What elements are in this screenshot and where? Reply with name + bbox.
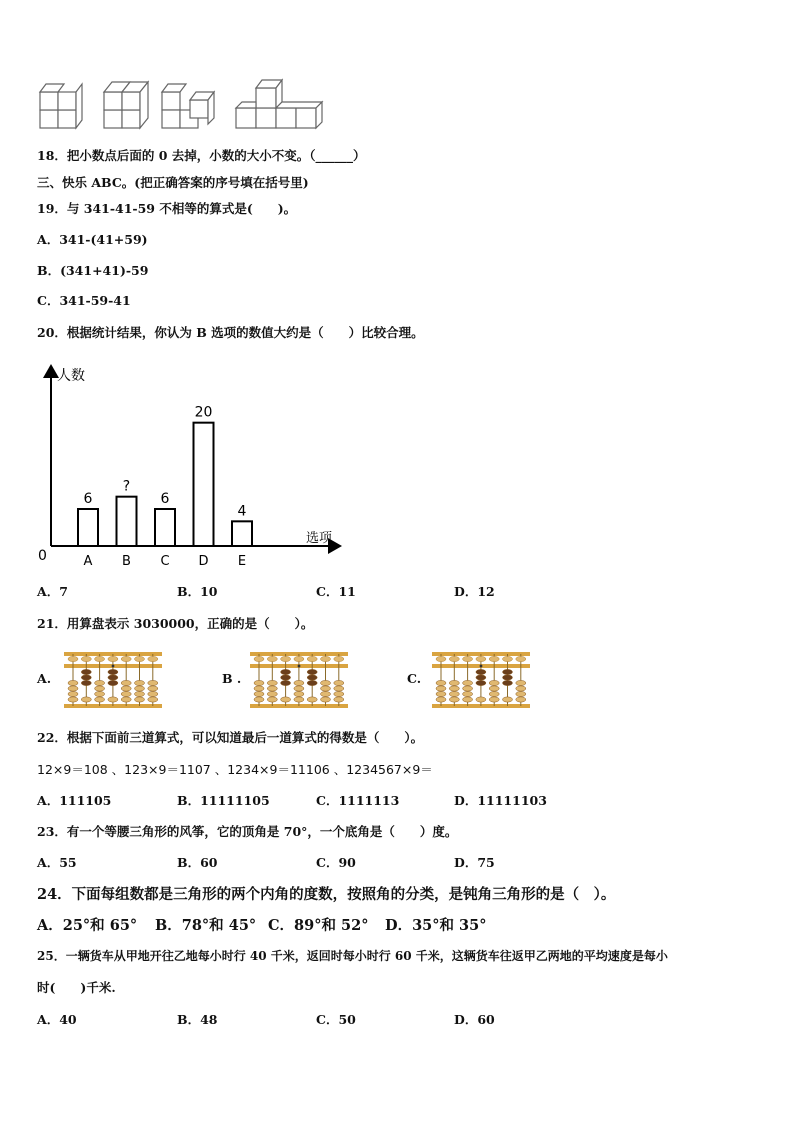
q22-option-c: C．1111113 bbox=[316, 793, 400, 808]
cube-figure-3 bbox=[162, 84, 214, 128]
cube-figures bbox=[36, 78, 336, 134]
q20-option-c: C．11 bbox=[316, 584, 356, 599]
bar-A bbox=[78, 509, 98, 546]
q25-option-b: B．48 bbox=[177, 1012, 218, 1027]
question-18: 18．把小数点后面的 0 去掉，小数的大小不变。（______） bbox=[37, 148, 366, 163]
question-20-stem: 20．根据统计结果，你认为 B 选项的数值大约是（ ）比较合理。 bbox=[37, 325, 424, 340]
q21-option-a-label: A. bbox=[37, 671, 52, 686]
q25-option-a: A．40 bbox=[37, 1012, 77, 1027]
q23-option-d: D．75 bbox=[454, 855, 495, 870]
q24-option-b: B．78°和 45° bbox=[155, 917, 257, 934]
q19-option-b: B．(341+41)-59 bbox=[37, 263, 149, 278]
question-21-stem: 21．用算盘表示 3030000，正确的是（ ）。 bbox=[37, 616, 314, 631]
q22-equation: 12×9＝108 、123×9＝1107 、1234×9＝11106 、1234567×9＝ bbox=[37, 762, 433, 777]
data-label-C: 6 bbox=[160, 491, 170, 507]
tick-label-A: A bbox=[83, 554, 93, 569]
q24-option-d: D．35°和 35° bbox=[385, 917, 487, 934]
abacus-b bbox=[250, 650, 348, 708]
q20-option-d: D．12 bbox=[454, 584, 495, 599]
q23-option-a: A．55 bbox=[37, 855, 77, 870]
q22-option-a: A．111105 bbox=[37, 793, 112, 808]
q20-option-a: A．7 bbox=[37, 584, 68, 599]
q19-option-c: C．341-59-41 bbox=[37, 293, 131, 308]
cube-figure-2 bbox=[104, 82, 148, 128]
tick-label-E: E bbox=[237, 554, 247, 569]
question-25-stem-line2: 时( )千米. bbox=[37, 980, 116, 995]
q22-option-d: D．11111103 bbox=[454, 793, 547, 808]
bar-B bbox=[117, 497, 137, 546]
bar-E bbox=[232, 521, 252, 546]
bar-C bbox=[155, 509, 175, 546]
question-23-stem: 23．有一个等腰三角形的风筝，它的顶角是 70°，一个底角是（ ）度。 bbox=[37, 824, 458, 839]
q23-option-c: C．90 bbox=[316, 855, 356, 870]
tick-label-D: D bbox=[198, 554, 209, 569]
q23-option-b: B．60 bbox=[177, 855, 218, 870]
data-label-A: 6 bbox=[83, 491, 93, 507]
data-label-D: 20 bbox=[194, 404, 213, 421]
q24-option-c: C．89°和 52° bbox=[268, 917, 369, 934]
x-axis-label: 选项 bbox=[306, 531, 333, 546]
bar-chart bbox=[34, 360, 354, 572]
q25-option-d: D．60 bbox=[454, 1012, 495, 1027]
question-24-stem: 24．下面每组数都是三角形的两个内角的度数，按照角的分类，是钝角三角形的是（ ）。 bbox=[37, 886, 616, 903]
q21-option-c-label: C. bbox=[407, 671, 422, 686]
q25-option-c: C．50 bbox=[316, 1012, 356, 1027]
abacus-c bbox=[432, 650, 530, 708]
data-label-E: 4 bbox=[237, 503, 247, 520]
q20-option-b: B．10 bbox=[177, 584, 218, 599]
question-19-stem: 19．与 341-41-59 不相等的算式是( )。 bbox=[37, 201, 297, 216]
data-label-B: ? bbox=[122, 478, 131, 495]
q24-option-a: A．25°和 65° bbox=[37, 917, 138, 934]
tick-label-B: B bbox=[122, 554, 131, 569]
question-25-stem-line1: 25．一辆货车从甲地开往乙地每小时行 40 千米，返回时每小时行 60 千米，这辆货车往返甲乙两地的平均速度是每小 bbox=[37, 949, 668, 963]
section-3-heading: 三、快乐 ABC。(把正确答案的序号填在括号里) bbox=[37, 175, 309, 190]
cube-figure-4 bbox=[236, 80, 322, 128]
cube-figure-1 bbox=[40, 84, 82, 128]
q22-option-b: B．11111105 bbox=[177, 793, 270, 808]
question-22-stem: 22．根据下面前三道算式，可以知道最后一道算式的得数是（ ）。 bbox=[37, 730, 424, 745]
tick-label-C: C bbox=[160, 554, 170, 569]
y-axis-label: 人数 bbox=[57, 368, 85, 384]
q19-option-a: A．341-(41+59) bbox=[37, 232, 148, 247]
bar-D bbox=[194, 423, 214, 546]
abacus-a bbox=[64, 650, 162, 708]
origin-label: 0 bbox=[38, 548, 47, 564]
q21-option-b-label: B . bbox=[222, 671, 242, 686]
